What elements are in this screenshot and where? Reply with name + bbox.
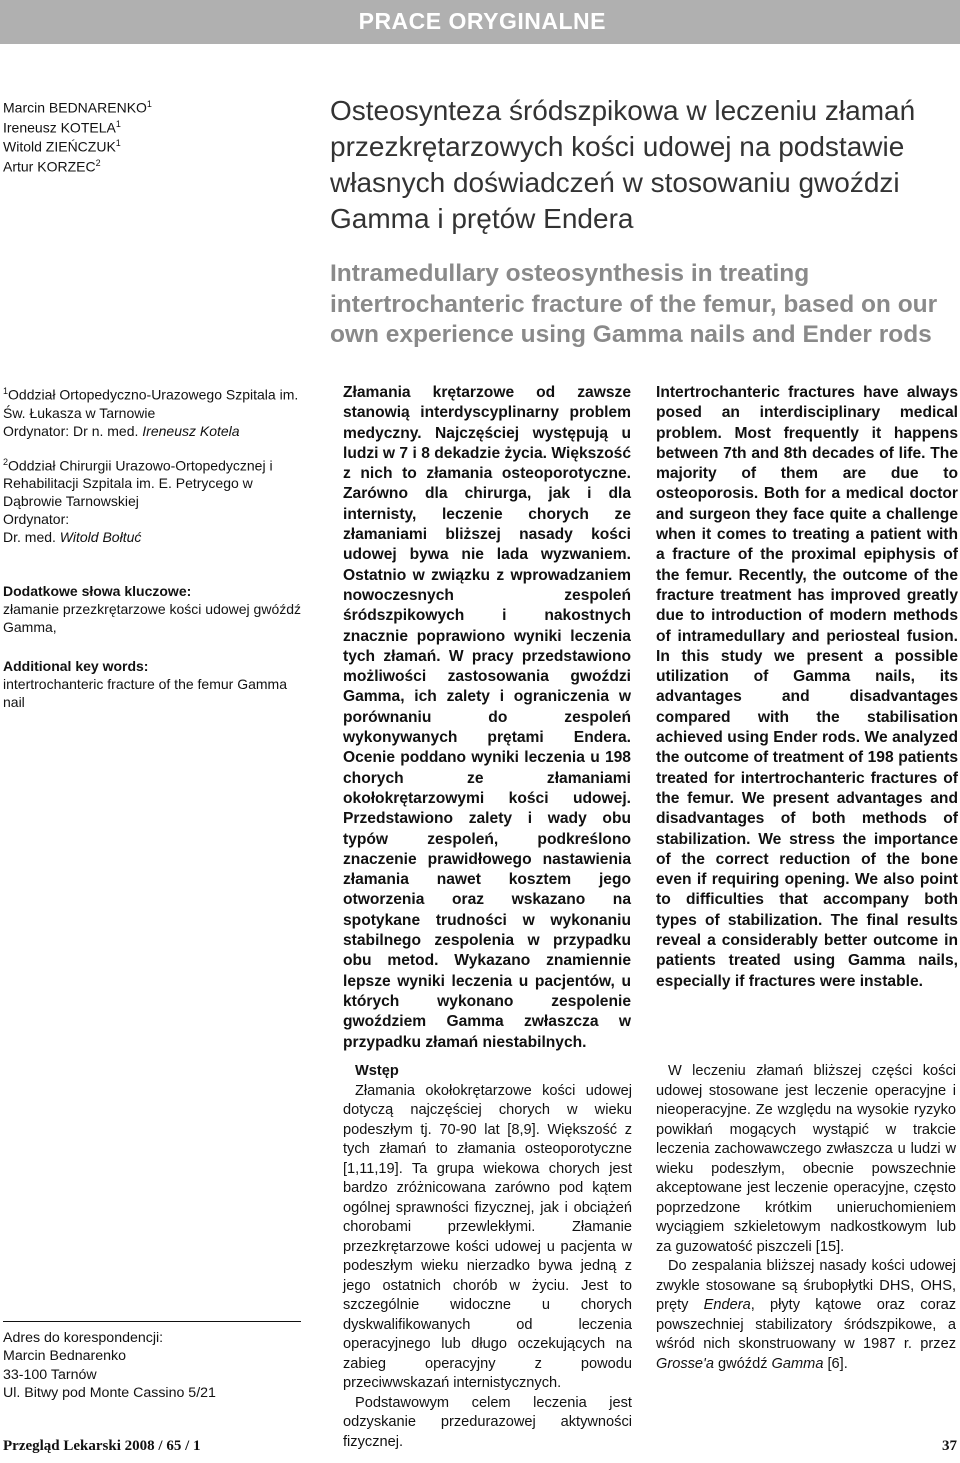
affiliation-1: $^1$Oddział Ortopedyczno-Urazowego Szpitala im. Św. Łukasza w Tarnowie Ordynator: Dr n. med. Ireneusz Kotela: [3, 386, 299, 439]
body-column-left: [343, 1062, 632, 1452]
paragraph: Do zespalania bliższej nasady kości udowej zwykle stosowane są śrubopłytki DHS, OHS, pręty Endera, płyty kątowe oraz coraz powszechniej stabilizatory śródszpikowe, a wśród nich skonstruowany w 1987 r. przez Grosse'a gwóźdź Gamma [6].: [656, 1258, 956, 1372]
author: Witold ZIEŃCZUK$^1$: [3, 138, 121, 155]
author: Marcin BEDNARENKO$^1$: [3, 99, 152, 116]
article-title-polish: Osteosynteza śródszpikowa w leczeniu złamań przezkrętarzowych kości udowej na podstawie własnych doświadczeń w stosowaniu gwoździ Gamma i prętów Endera: [330, 95, 916, 234]
affiliations: [3, 382, 303, 559]
author-list: [3, 96, 152, 175]
section-banner: [0, 0, 960, 44]
abstract-english: Intertrochanteric fractures have always posed an interdisciplinary medical problem. Most frequently it happens between 7th and 8th decades of life. The majority of them are due to osteoporosis. Both for a medical doctor and surgeon they face quite a challenge when it comes to treating a patient with a fracture of the proximal epiphysis of the femur. Recently, the outcome of the fracture treatment has improved greatly due to introduction of modern methods of intramedullary and periosteal fusion. In this study we present a possible utilization of Gamma nails, its advantages and disadvantages compared with the stabilisation achieved using Ender rods. We analyzed the outcome of treatment of 198 patients treated for intertrochanteric fractures of the femur. We present advantages and disadvantages of both methods of stabilization. We stress the importance of the correct reduction of the bone even if requiring opening. We also point to difficulties that accompany both types of stabilization. The final results reveal a considerably better outcome in patients treated using Gamma nails, especially if fractures were instable.: [656, 384, 958, 990]
article-title-english: Intramedullary osteosynthesis in treating intertrochanteric fracture of the femur, based on our own experience using Gamma nails and Ender rods: [330, 260, 938, 348]
page-number: 37: [942, 1438, 957, 1454]
keywords-polish: Dodatkowe słowa kluczowe: złamanie przezkrętarzowe kości udowej gwóźdź Gamma,: [3, 583, 302, 635]
page-footer: [3, 1438, 957, 1455]
author: Ireneusz KOTELA$^1$: [3, 118, 121, 136]
body-column-right: [656, 1062, 956, 1374]
abstract-polish: Złamania krętarzowe od zawsze stanowią interdyscyplinarny problem medyczny. Najczęściej występują u ludzi w 7 i 8 dekadzie życia. Większość z nich to złamania osteoporotyczne. Zarówno dla chirurga, jak i dla internisty, leczenie chorych ze złamaniami bliższej nasady kości udowej bywa nie lada wyzwaniem. Ostatnio w związku z wprowadzaniem nowoczesnych zespoleń śródszpikowych i nakostnych znacznie poprawiono wyniki leczenia tych złamań. W pracy przedstawiono możliwości zastosowania gwoździ Gamma, ich zalety i ograniczenia w porównaniu do zespoleń wykonywanych prętami Endera. Ocenie poddano wyniki leczenia u 198 chorych ze złamaniami okołokrętarzowymi kości udowej. Przedstawiono zalety i wady obu typów zespoleń, podkreślono znaczenie prawidłowego nastawienia złamania nawet kosztem jego otworzenia oraz wskazano na spotykane trudności w wykonaniu stabilnego zespolenia w przypadku obu metod. Wykazano znamiennie lepsze wyniki leczenia u pacjentów, u których wykonano zespolenie gwoździem Gamma zwłaszcza w przypadku złamań niestabilnych.: [343, 384, 631, 1051]
paragraph: Podstawowym celem leczenia jest odzyskanie przedurazowej aktywności fizycznej.: [343, 1394, 632, 1450]
keywords-english: Additional key words: intertrochanteric fracture of the femur Gamma nail: [3, 658, 287, 710]
author: Artur KORZEC$^2$: [3, 157, 101, 175]
affiliation-2: $^2$Oddział Chirurgii Urazowo-Ortopedycznej i Rehabilitacji Szpitala im. E. Petrycego w Dąbrowie Tarnowskiej Ordynator: Dr. med. Witold Bołtuć: [3, 456, 273, 546]
keywords: [3, 582, 303, 732]
correspondence-address: Adres do korespondencji: Marcin Bednarenko 33-100 Tarnów Ul. Bitwy pod Monte Cassino 5/21: [3, 1330, 216, 1402]
section-heading: Wstęp: [355, 1063, 399, 1079]
journal-citation: Przegląd Lekarski 2008 / 65 / 1: [3, 1438, 201, 1454]
divider: [3, 1321, 301, 1322]
section-title: PRACE ORYGINALNE: [358, 8, 606, 34]
paragraph: W leczeniu złamań bliższej części kości udowej stosowane jest leczenie operacyjne i nieoperacyjne. Ze względu na wysokie ryzyko powikłań mogących wystąpić w trakcie leczenia zachowawczego zwłaszcza u ludzi w wieku podeszłym, obecnie powszechnie akceptowane jest leczenie operacyjne, często poprzedzone krótkim unieruchomieniem wyciągiem szkieletowym nadkostkowym lub za guzowatość piszczeli [15].: [656, 1063, 956, 1255]
paragraph: Złamania okołokrętarzowe kości udowej dotyczą najczęściej chorych w wieku podeszłym tj. 70-90 lat [8,9]. Większość z tych złamań to złamania osteoporotyczne [1,11,19]. Ta grupa wiekowa chorych jest bardzo zróżnicowana zarówno pod kątem ogólnej sprawności fizycznej, jak i obciążeń chorobami przewlekłymi. Złamanie przezkrętarzowe kości udowej u pacjenta w podeszłym wieku nierzadko bywa jedną z jego ostatnich chorób w życiu. Jest to szczególnie widoczne u chorych dyskwalifikowanych od leczenia operacyjnego lub długo oczekujących na zabieg operacyjny z powodu przeciwwskazań internistycznych.: [343, 1082, 632, 1391]
